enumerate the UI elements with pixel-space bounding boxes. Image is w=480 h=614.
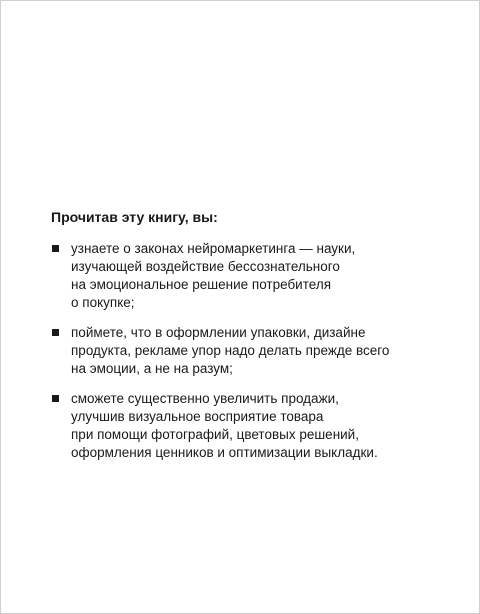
list-item-line: улучшив визуальное восприятие товара	[71, 409, 324, 424]
list-item-line: сможете существенно увеличить продажи,	[71, 391, 339, 406]
square-bullet-icon	[52, 395, 59, 402]
square-bullet-icon	[52, 329, 59, 336]
list-item-line: при помощи фотографий, цветовых решений,	[71, 427, 359, 442]
document-body	[51, 208, 451, 474]
list-item-line: поймете, что в оформлении упаковки, дизайне	[71, 325, 366, 340]
section-heading: Прочитав эту книгу, вы:	[51, 209, 218, 225]
list-item-line: о покупке;	[71, 295, 135, 310]
list-item-line: оформления ценников и оптимизации выкладки.	[71, 445, 378, 460]
list-item-line: изучающей воздействие бессознательного	[71, 259, 340, 274]
list-item-line: на эмоциональное решение потребителя	[71, 277, 332, 292]
list-item	[51, 324, 451, 378]
list-item-line: на эмоции, а не на разум;	[71, 361, 233, 376]
list-item	[51, 390, 451, 462]
list-item	[51, 240, 451, 312]
list-item-line: продукта, рекламе упор надо делать прежде всего	[71, 343, 390, 358]
list-item-line: узнаете о законах нейромаркетинга — науки,	[71, 241, 356, 256]
benefits-list	[51, 240, 451, 462]
square-bullet-icon	[52, 245, 59, 252]
